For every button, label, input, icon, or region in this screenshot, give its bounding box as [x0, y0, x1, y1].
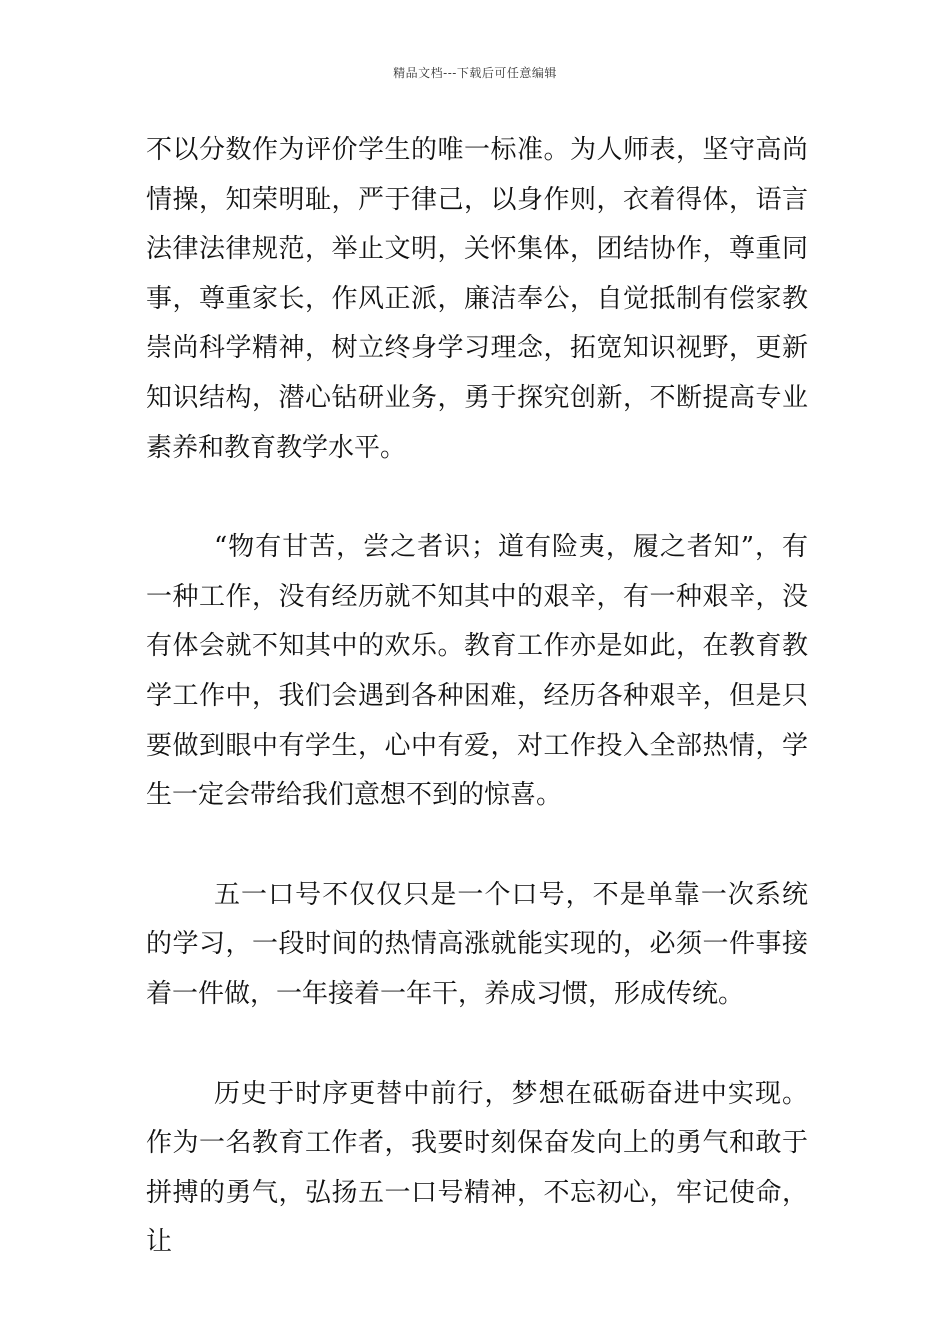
paragraph-2: “物有甘苦，尝之者识；道有险夷，履之者知”，有一种工作，没有经历就不知其中的艰辛，有一种艰辛，没有体会就不知其中的欢乐。教育工作亦是如此，在教育教学工作中，我们会遇到各种困难，经历各种艰辛，但是只要做到眼中有学生，心中有爱，对工作投入全部热情，学生一定会带给我们意想不到的惊喜。 — [146, 532, 808, 811]
page-header: 精品文档---下载后可任意编辑 — [393, 66, 557, 80]
paragraph-3: 五一口号不仅仅只是一个口号，不是单靠一次系统的学习，一段时间的热情高涨就能实现的，必须一件事接着一件做，一年接着一年干，养成习惯，形成传统。 — [146, 879, 808, 1009]
paragraph-4: 历史于时序更替中前行，梦想在砥砺奋进中实现。作为一名教育工作者，我要时刻保奋发向上的勇气和敢于拼搏的勇气，弘扬五一口号精神，不忘初心，牢记使命，让 — [146, 1078, 808, 1258]
paragraph-1: 不以分数作为评价学生的唯一标准。为人师表，坚守高尚情操，知荣明耻，严于律己，以身作则，衣着得体，语言法律法律规范，举止文明，关怀集体，团结协作，尊重同事，尊重家长，作风正派，廉洁奉公，自觉抵制有偿家教崇尚科学精神，树立终身学习理念，拓宽知识视野，更新知识结构，潜心钻研业务，勇于探究创新，不断提高专业素养和教育教学水平。 — [146, 135, 808, 463]
document-body — [146, 126, 808, 1268]
